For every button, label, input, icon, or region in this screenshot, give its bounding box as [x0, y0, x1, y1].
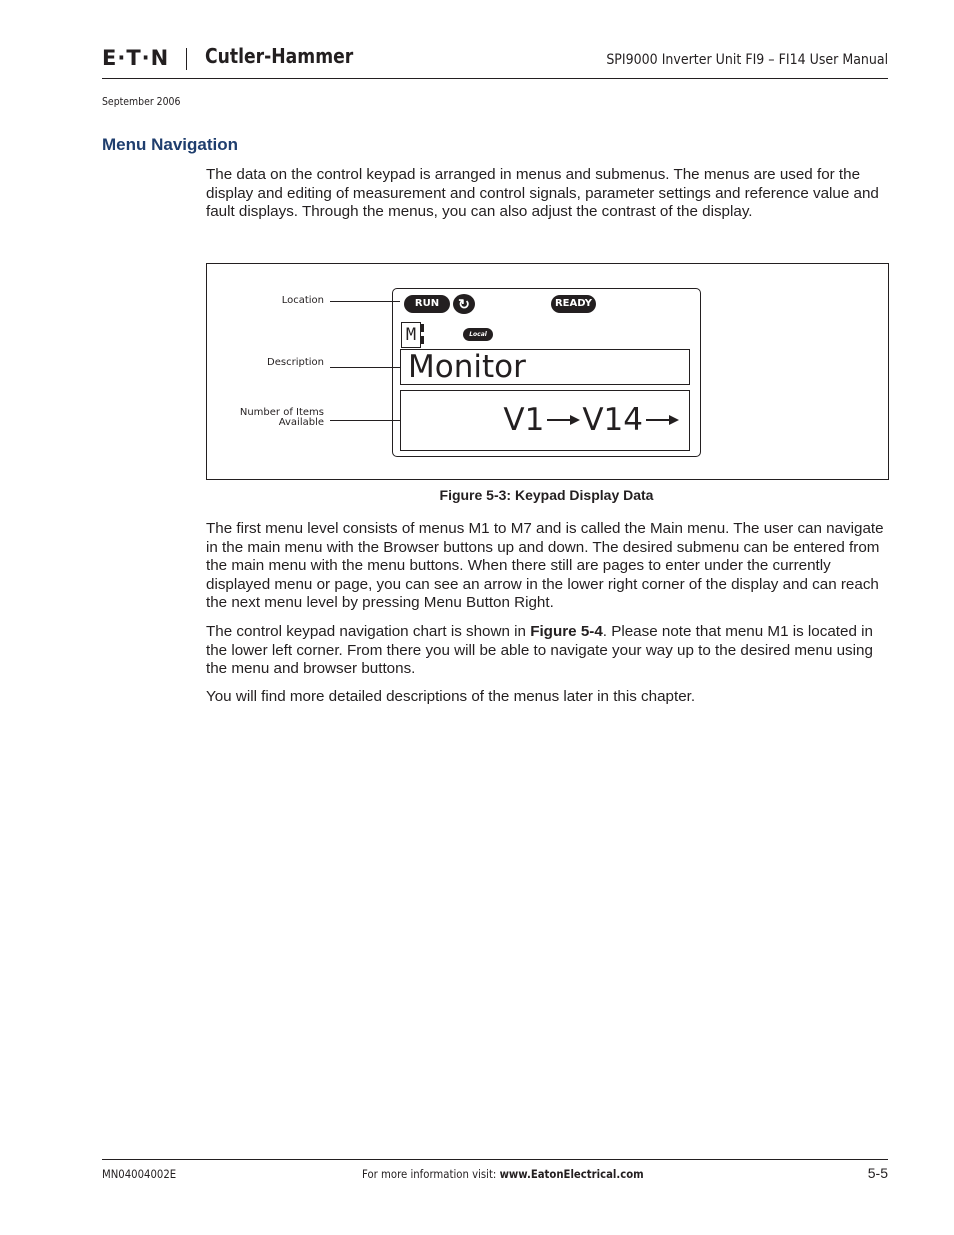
run-indicator: RUN [404, 295, 450, 313]
items-range [503, 402, 679, 438]
leader-description [330, 367, 400, 368]
location-indicator: M [401, 322, 421, 348]
callout-items-line1: Number of Items [239, 407, 324, 418]
footer-info [362, 1167, 644, 1181]
p3-text-b: . Please note that menu M1 is located in the lower left corner. From there you will be able to navigate your way up to the desired menu using the menu and browser buttons. [206, 623, 873, 678]
footer-info-prefix: For more information visit: [362, 1167, 500, 1181]
items-start: V1 [503, 402, 545, 438]
callout-location: Location [281, 295, 324, 306]
footer-url: www.EatonElectrical.com [499, 1167, 644, 1181]
main-menu-paragraph: The first menu level consists of menus M1 to M7 and is called the Main menu. The user can navigate in the main menu with the Browser buttons up and down. The desired submenu can be entered from the main menu with the menu buttons. When there still are pages to enter under the currently displayed menu or page, you can see an arrow in the lower right corner of the display and can reach the next menu level by pressing Menu Button Right. [206, 520, 884, 612]
intro-paragraph: The data on the control keypad is arranged in menus and submenus. The menus are used for the display and editing of measurement and control signals, parameter settings and reference value and fault displays. Through the menus, you can also adjust the contrast of the display. [206, 166, 879, 221]
items-field [400, 390, 690, 451]
description-field [400, 349, 690, 385]
description-text: Monitor [408, 349, 526, 385]
cutler-hammer-logo: Cutler-Hammer [205, 44, 354, 68]
figure-reference: Figure 5-4 [530, 623, 603, 640]
right-arrow-icon [645, 413, 679, 427]
local-indicator: Local [463, 328, 493, 341]
figure-caption-prefix: Figure 5-3 [439, 487, 507, 503]
document-date: September 2006 [102, 95, 181, 108]
callout-items-line2: Available [278, 417, 324, 428]
section-heading: Menu Navigation [102, 135, 239, 154]
rotation-direction-icon: ↻ [453, 294, 475, 314]
document-title: SPI9000 Inverter Unit FI9 – FI14 User Manual [606, 52, 888, 68]
leader-location [330, 301, 400, 302]
right-arrow-icon [546, 413, 580, 427]
location-bars-icon [421, 324, 424, 344]
callout-items [216, 408, 324, 428]
footer-rule [102, 1159, 888, 1160]
navigation-chart-paragraph [206, 623, 890, 679]
items-end: V14 [582, 402, 643, 438]
logo-divider [186, 48, 187, 70]
callout-description: Description [267, 357, 324, 368]
header-rule [102, 78, 888, 79]
figure-caption [206, 487, 887, 503]
leader-items [330, 420, 400, 421]
p3-text-a: The control keypad navigation chart is shown in [206, 623, 531, 640]
page-number: 5-5 [867, 1165, 888, 1181]
ready-indicator: READY [551, 295, 596, 313]
document-number: MN04004002E [102, 1167, 177, 1181]
eaton-logo: E·T·N [102, 46, 170, 70]
figure-caption-text: : Keypad Display Data [506, 487, 654, 503]
closing-paragraph: You will find more detailed descriptions of the menus later in this chapter. [206, 688, 696, 705]
